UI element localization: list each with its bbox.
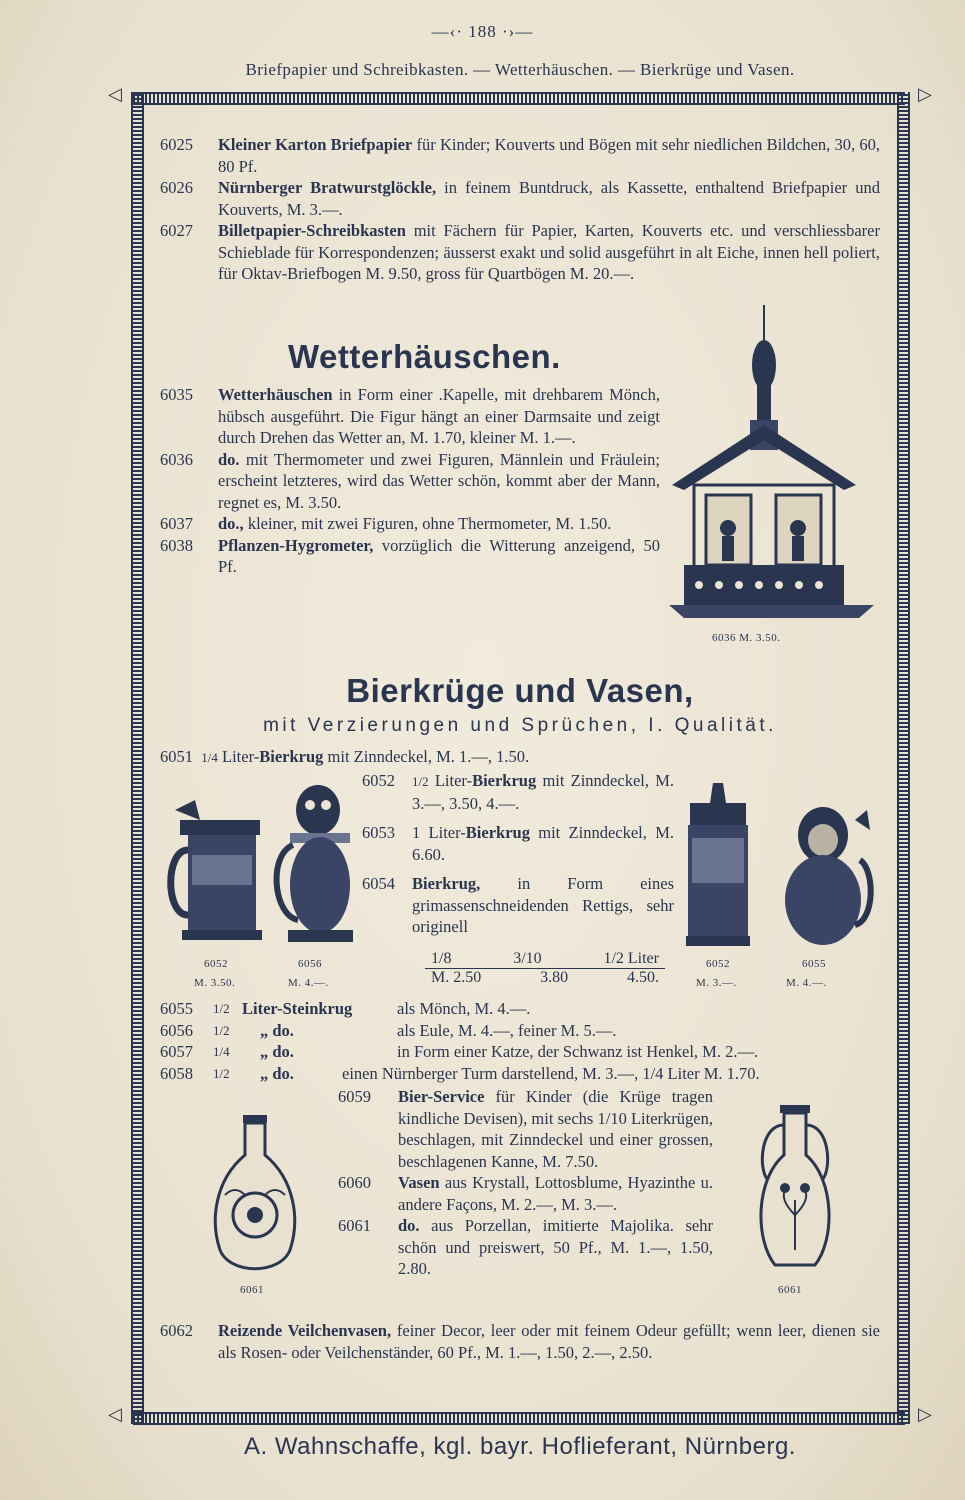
corner-ornament-icon: ▷ <box>918 1404 932 1424</box>
section-vasen <box>338 1086 713 1280</box>
entry-6052: 6052 1/2 Liter-Bierkrug mit Zinndeckel, M. 3.—, 3.50, 4.—. <box>362 771 674 813</box>
caption-stein-3-price: M. 3.—. <box>696 977 737 989</box>
subheading-bierkruege: mit Verzierungen und Sprüchen, I. Qualität. <box>263 715 777 736</box>
entry-6059: 6059 Bier-Service für Kinder (die Krüge tragen kindliche Devisen), mit sechs 1/10 Literkrügen, beschlagen, mit Zinndeckel und einer grossen, beschlagenen Kanne, M. 7.50. <box>338 1087 713 1171</box>
vase-left-illustration <box>205 1110 305 1280</box>
section-veilchenvasen <box>160 1320 880 1363</box>
running-header: Briefpapier und Schreibkasten. — Wetterhäuschen. — Bierkrüge und Vasen. <box>245 60 795 79</box>
price-table-6054: 1/8 3/10 1/2 Liter M. 2.50 3.80 4.50. <box>425 950 665 987</box>
entry-6025: 6025 Kleiner Karton Briefpapier für Kinder; Kouverts und Bögen mit sehr niedlichen Bildchen, 30, 60, 80 Pf. <box>160 135 880 176</box>
entry-6051: 6051 1/4 Liter-Bierkrug mit Zinndeckel, M. 1.—, 1.50. <box>160 747 530 766</box>
section-wetterhaeuschen <box>160 384 660 578</box>
corner-ornament-icon: ◁ <box>108 1404 122 1424</box>
entry-6053: 6053 1 Liter-Bierkrug mit Zinndeckel, M. 6.60. <box>362 823 674 864</box>
entry-6055: 6055 1/2 Liter-Steinkrug als Mönch, M. 4.—. <box>160 999 531 1018</box>
page-number: —‹· 188 ·›— <box>431 22 534 41</box>
caption-stein-1-price: M. 3.50. <box>194 977 236 989</box>
section-briefpapier <box>160 134 880 285</box>
weather-house-illustration <box>664 300 884 635</box>
entry-6054: 6054 Bierkrug, in Form eines grimassenschneidenden Rettigs, sehr originell <box>362 874 674 936</box>
stein-entries <box>362 770 674 938</box>
frame-top <box>133 92 905 105</box>
frame-right <box>897 92 910 1424</box>
caption-vase-left: 6061 <box>240 1284 264 1296</box>
entry-6037: 6037 do., kleiner, mit zwei Figuren, ohne Thermometer, M. 1.50. <box>160 514 612 533</box>
heading-bierkruege: Bierkrüge und Vasen, <box>346 672 694 709</box>
caption-6036: 6036 M. 3.50. <box>712 632 781 644</box>
corner-ornament-icon: ◁ <box>108 84 122 104</box>
caption-stein-3: 6052 <box>706 958 730 970</box>
entry-6062: 6062 Reizende Veilchenvasen, feiner Decor, leer oder mit feinem Odeur gefüllt; wenn leer, dienen sie als Rosen- oder Veilchenständer, 60 Pf., M. 1.—, 1.50, 2.—, 2.50. <box>160 1321 880 1362</box>
steinkrug-list <box>160 998 880 1084</box>
frame-left <box>131 92 144 1424</box>
corner-ornament-icon: ▷ <box>918 84 932 104</box>
vase-right-illustration <box>740 1100 850 1280</box>
beer-stein-monk-illustration <box>775 800 875 950</box>
entry-6035: 6035 Wetterhäuschen in Form einer .Kapelle, mit drehbarem Mönch, hübsch ausgeführt. Die Figur hängt an einer Darmsaite und zeigt durch Drehen das Wetter an, M. 1.70, kleiner M. 1.—. <box>160 385 660 447</box>
entry-6056: 6056 1/2 „ do. als Eule, M. 4.—, feiner M. 5.—. <box>160 1020 617 1040</box>
entry-6060: 6060 Vasen aus Krystall, Lottosblume, Hyazinthe u. andere Façons, M. 2.—, M. 3.—. <box>338 1173 713 1214</box>
caption-stein-1: 6052 <box>204 958 228 970</box>
frame-bottom <box>133 1412 905 1425</box>
entry-6038: 6038 Pflanzen-Hygrometer, vorzüglich die Witterung anzeigend, 50 Pf. <box>160 535 660 576</box>
beer-stein-left-illustration <box>160 790 270 950</box>
caption-stein-4: 6055 <box>802 958 826 970</box>
heading-wetterhaeuschen: Wetterhäuschen. <box>288 338 561 375</box>
entry-6026: 6026 Nürnberger Bratwurstglöckle, in feinem Buntdruck, als Kassette, enthaltend Briefpapier und Kouverts, M. 3.—. <box>160 178 880 219</box>
entry-6058: 6058 1/2 „ do. einen Nürnberger Turm darstellend, M. 3.—, 1/4 Liter M. 1.70. <box>160 1063 760 1083</box>
entry-6057: 6057 1/4 „ do. in Form einer Katze, der Schwanz ist Henkel, M. 2.—. <box>160 1042 759 1061</box>
entry-6036: 6036 do. mit Thermometer und zwei Figuren, Männlein und Fräulein; erscheint letzteres, wird das Wetter schön, kommt aber der Mann, regnet es, M. 3.50. <box>160 449 660 512</box>
beer-stein-owl-illustration <box>268 775 363 950</box>
entry-6061: 6061 do. aus Porzellan, imitierte Majolika. sehr schön und preiswert, 50 Pf., M. 1.—, 1.50, 2.80. <box>338 1216 713 1278</box>
caption-stein-2: 6056 <box>298 958 322 970</box>
caption-vase-right: 6061 <box>778 1284 802 1296</box>
caption-stein-4-price: M. 4.—. <box>786 977 827 989</box>
publisher-footer: A. Wahnschaffe, kgl. bayr. Hoflieferant, Nürnberg. <box>244 1433 796 1460</box>
beer-stein-tower-illustration <box>678 778 758 950</box>
caption-stein-2-price: M. 4.—. <box>288 977 329 989</box>
entry-6027: 6027 Billetpapier-Schreibkasten mit Fächern für Papier, Karten, Kouverts etc. und verschliessbarer Schieblade für Korrespondenzen; äusserst exakt und solid ausgeführt in alt Eiche, innen hell poliert, für Oktav-Briefbogen M. 9.50, gross für Quartbögen M. 20.—. <box>160 221 880 283</box>
